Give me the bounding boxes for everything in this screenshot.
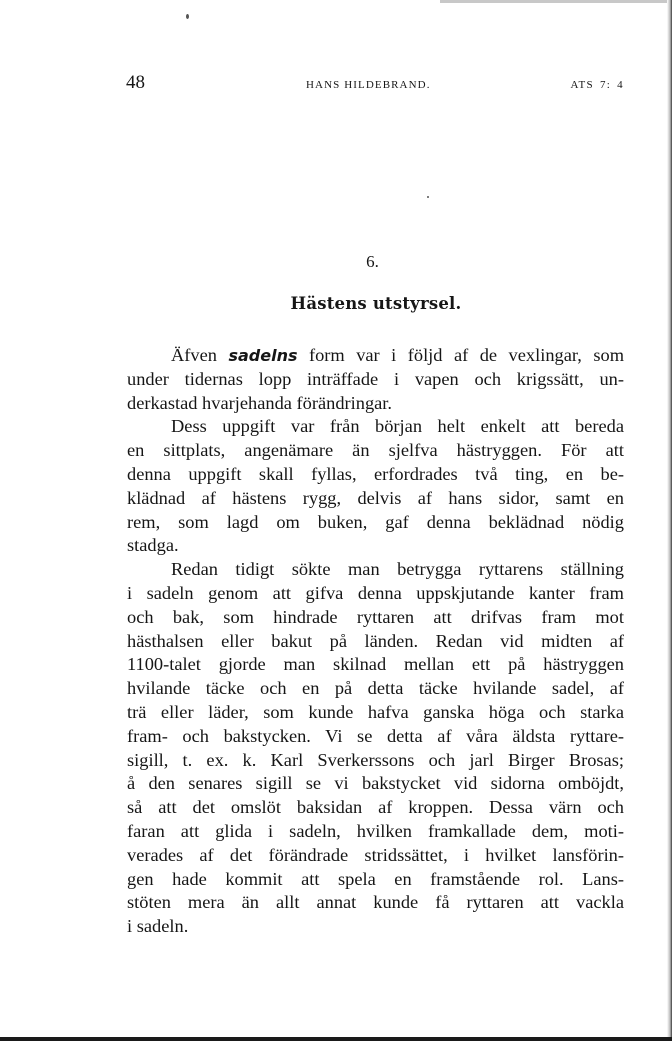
page-number: 48 [126, 72, 145, 93]
page-edge-right [667, 0, 672, 1041]
text-line: faran att glida i sadeln, hvilken framkallade dem, moti- [127, 820, 624, 841]
text-line: Dess uppgift var från början helt enkelt att bereda [171, 416, 624, 437]
text-line: i sadeln. [127, 916, 189, 937]
text-line: verades af det förändrade stridssättet, i hvilket lansförin- [127, 844, 624, 865]
text-line: hästhalsen eller bakut på länden. Redan vid midten af [127, 630, 624, 651]
emphasized-word: sadelns [228, 346, 298, 365]
text-line: under tidernas lopp inträffade i vapen och krigssätt, un- [127, 368, 624, 389]
running-title: HANS HILDEBRAND. [306, 79, 431, 91]
body-text [127, 344, 624, 939]
text-fragment: form var i följd af de vexlingar, som [297, 345, 625, 365]
section-number: 6. [366, 252, 379, 271]
text-line: i sadeln genom att gifva denna uppskjutande kanter fram [127, 582, 624, 603]
text-fragment: Äfven [171, 345, 229, 365]
text-line: klädnad af hästens rygg, delvis af hans sidor, samt en [127, 487, 624, 508]
text-line: en sittplats, angenämare än sjelfva hästryggen. För att [127, 440, 624, 461]
text-line: gen hade kommit att spela en framstående rol. Lans- [127, 868, 624, 889]
page-edge-bottom [0, 1037, 672, 1041]
text-line: och bak, som hindrade ryttaren att drifvas fram mot [127, 606, 624, 627]
page-edge-top [440, 0, 672, 3]
text-line: rem, som lagd om buken, gaf denna beklädnad nödig [127, 511, 624, 532]
text-line: Redan tidigt sökte man betrygga ryttarens ställning [171, 559, 624, 580]
text-line: stadga. [127, 535, 179, 556]
text-line: så att det omslöt baksidan af kroppen. Dessa värn och [127, 797, 624, 818]
text-line: trä eller läder, som kunde hafva ganska höga och starka [127, 701, 624, 722]
text-line: stöten mera än allt annat kunde få ryttaren att vackla [127, 892, 624, 913]
scan-speck [186, 14, 189, 19]
section-title: Hästens utstyrsel. [290, 294, 462, 313]
text-line [127, 344, 624, 368]
text-line: å den senares sigill se vi bakstycket vid sidorna omböjdt, [127, 773, 624, 794]
text-line: 1100-talet gjorde man skilnad mellan ett på hästryggen [127, 654, 624, 675]
series-code: ATS 7: 4 [570, 79, 624, 91]
scan-speck [427, 196, 429, 198]
page-header [126, 72, 624, 96]
text-line: derkastad hvarjehanda förändringar. [127, 392, 393, 413]
text-line: hvilande täcke och en på detta täcke hvilande sadel, af [127, 678, 624, 699]
text-line: fram- och bakstycken. Vi se detta af våra äldsta ryttare- [127, 725, 624, 746]
text-line: denna uppgift skall fyllas, erfordrades två ting, en be- [127, 463, 624, 484]
text-line: sigill, t. ex. k. Karl Sverkerssons och jarl Birger Brosas; [127, 749, 624, 770]
